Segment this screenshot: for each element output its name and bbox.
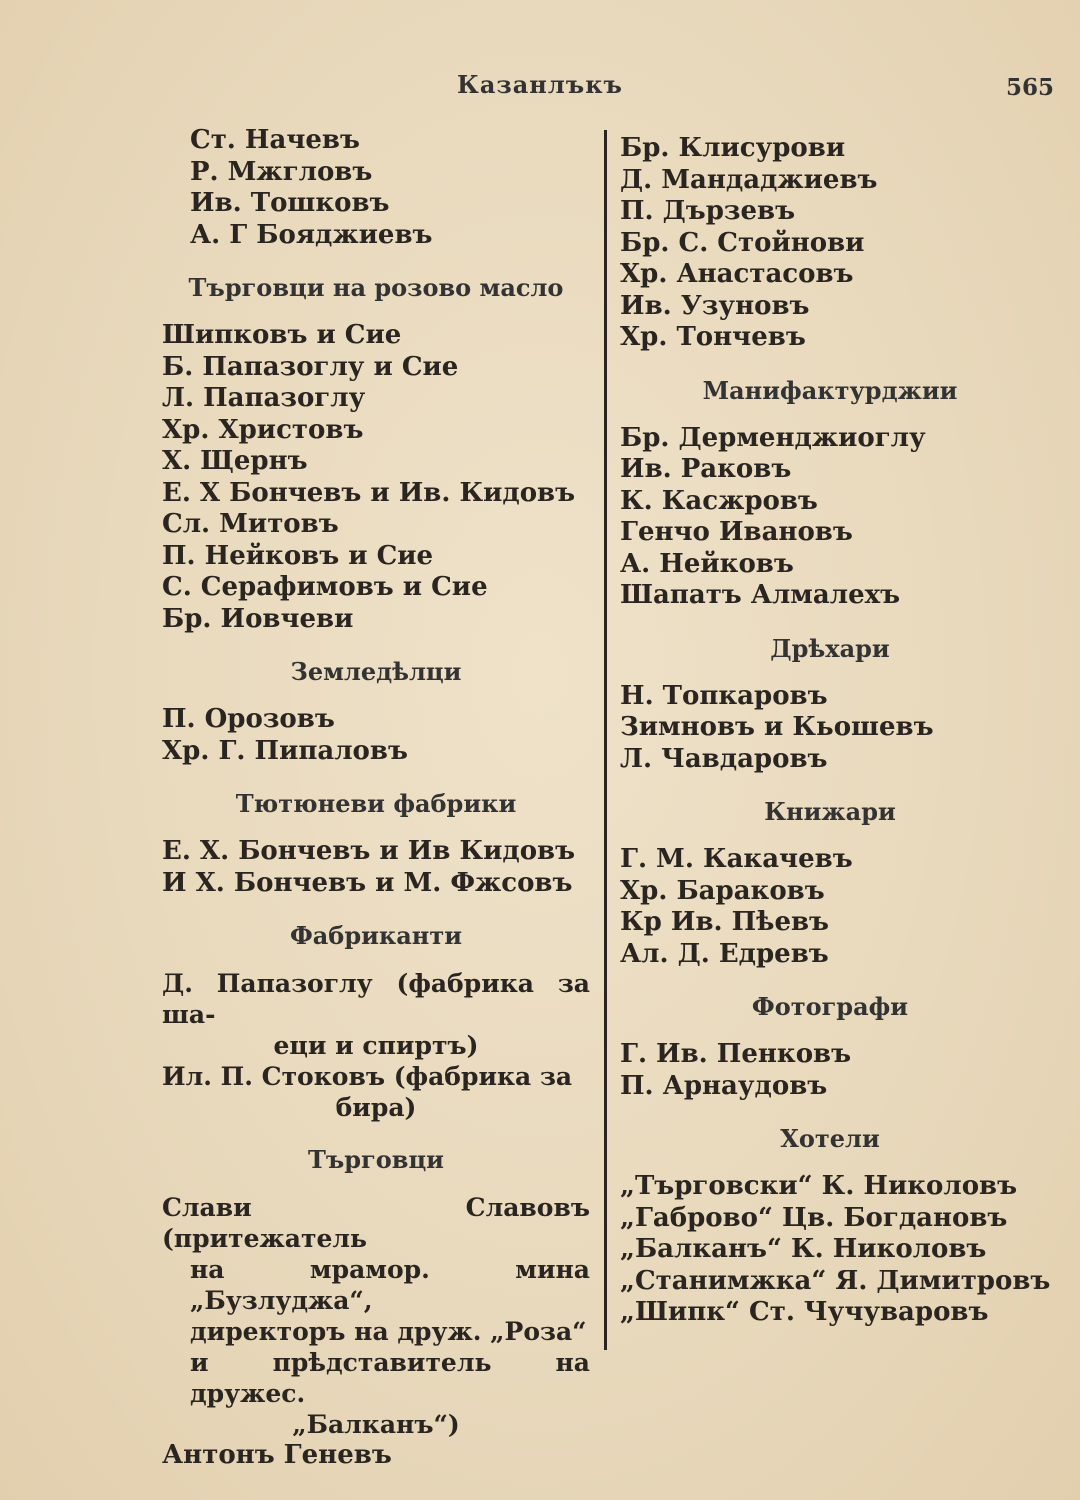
list-item: А. Нейковъ [620, 548, 794, 579]
list-item: Антонъ Геневъ [162, 1440, 392, 1470]
list-item: Д. Мандаджиевъ [620, 164, 878, 195]
list-item: „Балканъ“ К. Николовъ [620, 1234, 987, 1264]
list-item: Ив. Раковъ [620, 454, 792, 484]
list-item: Бр. Дерменджиоглу [620, 422, 926, 453]
section-heading: Тютюневи фабрики [235, 789, 517, 818]
list-item [162, 1192, 590, 1440]
list-item: Ив. Тошковъ [190, 188, 390, 218]
list-item: Е. Х Бончевъ и Ив. Кидовъ [162, 477, 576, 508]
list-item: Ал. Д. Едревъ [620, 938, 829, 969]
list-item [162, 968, 590, 1061]
section-heading: Фотографи [751, 992, 909, 1021]
list-item: Хр. Анастасовъ [620, 259, 854, 289]
section-heading: Хотели [780, 1124, 880, 1153]
text-line: на мрамор. мина „Бузлуджа“, [190, 1255, 590, 1315]
text-line: и прѣдставитель на дружес. [190, 1348, 590, 1408]
list-item: Е. Х. Бончевъ и Ив Кидовъ [162, 836, 576, 866]
text-line: директоръ на друж. „Роза“ [190, 1317, 587, 1346]
list-item [162, 1061, 590, 1123]
section-heading: Дрѣхари [770, 633, 890, 663]
text-line: Д. Папазоглу (фабрика за ша- [162, 969, 590, 1029]
list-item: Генчо Ивановъ [620, 517, 853, 547]
list-item: „Шипк“ Ст. Чучуваровъ [620, 1297, 989, 1327]
list-item: С. Серафимовъ и Сие [162, 572, 488, 602]
list-item: Ст. Начевъ [190, 125, 360, 155]
list-item: „Търговски“ К. Николовъ [620, 1171, 1018, 1201]
list-item: Г. М. Какачевъ [620, 844, 853, 874]
list-item: Кр Ив. Пѣевъ [620, 907, 830, 937]
list-item: Х. Щернъ [162, 446, 308, 476]
list-item: Хр. Тончевъ [620, 322, 806, 352]
list-item: И Х. Бончевъ и М. Фжсовъ [162, 867, 573, 898]
list-item: Н. Топкаровъ [620, 680, 828, 711]
list-item: Хр. Г. Пипаловъ [162, 735, 408, 766]
text-line: еци и спиртъ) [273, 1031, 479, 1060]
section-heading: Земледѣлци [290, 657, 462, 686]
text-line: „Балканъ“) [292, 1410, 460, 1439]
section-heading: Фабриканти [289, 921, 463, 950]
list-item: Л. Папазоглу [162, 383, 366, 413]
list-item: Ив. Узуновъ [620, 290, 810, 321]
list-item: Л. Чавдаровъ [620, 743, 828, 774]
list-item: Бр. Иовчеви [162, 603, 354, 634]
right-column [620, 133, 1051, 1329]
list-item: Шипковъ и Сие [162, 320, 402, 350]
list-item: „Габрово“ Цв. Богдановъ [620, 1202, 1008, 1233]
column-divider [604, 130, 607, 1350]
text-line: Слави Славовъ (притежатель [162, 1193, 590, 1253]
list-item: Зимновъ и Кьошевъ [620, 712, 934, 742]
list-item: П. Арнаудовъ [620, 1070, 828, 1101]
list-item: Б. Папазоглу и Сие [162, 351, 459, 382]
list-item: П. Орозовъ [162, 704, 335, 734]
page-title: Казанлъкъ [457, 70, 623, 99]
list-item: Шапатъ Алмалехъ [620, 580, 901, 610]
list-item: Сл. Митовъ [162, 509, 339, 539]
list-item: К. Касжровъ [620, 485, 818, 516]
left-column [162, 125, 590, 1472]
text-line: бира) [335, 1093, 417, 1122]
list-item: Хр. Бараковъ [620, 875, 825, 906]
list-item: Бр. Клисурови [620, 133, 846, 163]
list-item: П. Дързевъ [620, 196, 796, 226]
list-item: А. Г Бояджиевъ [190, 219, 433, 250]
text-line: Ил. П. Стоковъ (фабрика за [162, 1062, 573, 1091]
list-item: Г. Ив. Пенковъ [620, 1039, 852, 1069]
list-item: Хр. Христовъ [162, 414, 364, 445]
section-heading: Търговци на розово масло [188, 273, 564, 302]
list-item: Бр. С. Стойнови [620, 227, 865, 258]
list-item: „Станимжка“ Я. Димитровъ [620, 1265, 1051, 1296]
page-number: 565 [1005, 74, 1054, 101]
section-heading: Търговци [308, 1145, 444, 1174]
section-heading: Манифактурджии [702, 375, 958, 405]
section-heading: Книжари [764, 797, 896, 826]
list-item: П. Нейковъ и Сие [162, 540, 434, 571]
list-item: Р. Мжгловъ [190, 156, 373, 187]
